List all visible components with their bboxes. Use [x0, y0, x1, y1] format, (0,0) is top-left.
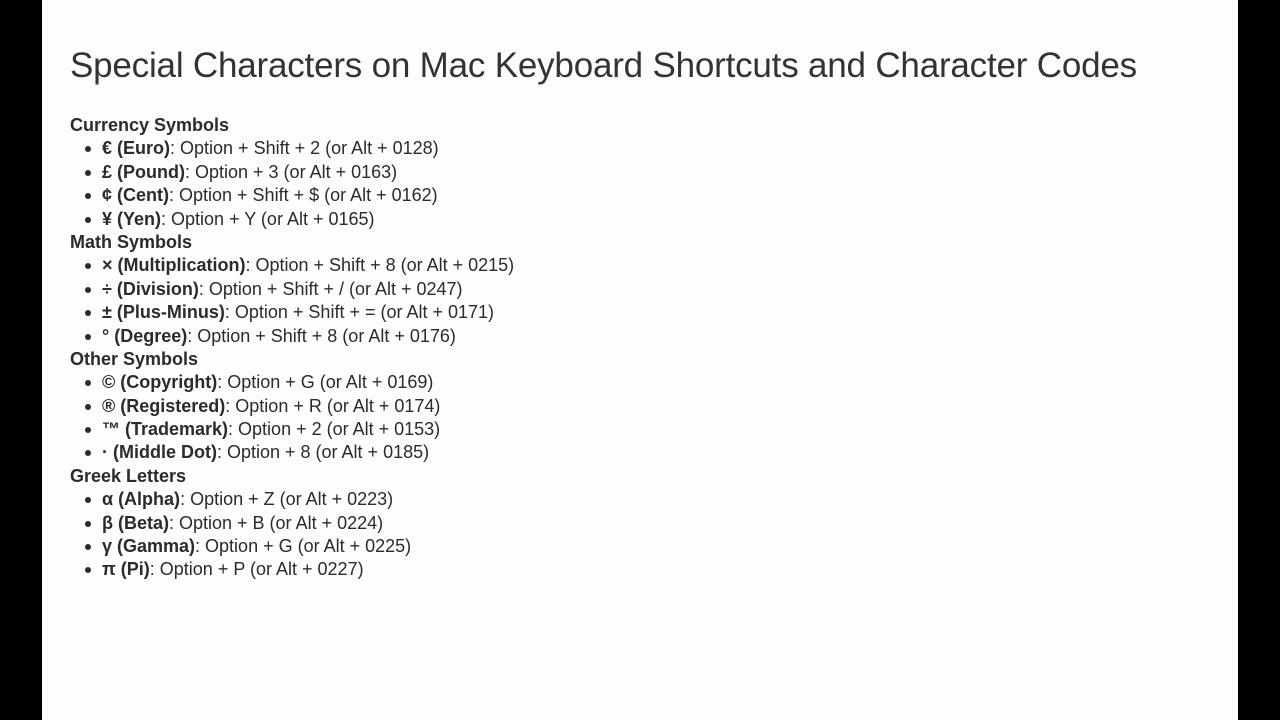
item-shortcut: : Option + Z (or Alt + 0223) [180, 489, 394, 510]
section-greek-letters [70, 465, 1170, 582]
list-item [70, 254, 1170, 277]
item-shortcut: : Option + Shift + 8 (or Alt + 0215) [245, 255, 515, 276]
section-other-symbols [70, 348, 1170, 465]
list-item [70, 301, 1170, 324]
bullet-icon [85, 404, 91, 410]
list-item [70, 208, 1170, 231]
bullet-icon [85, 170, 91, 176]
item-name: · (Middle Dot) [102, 442, 217, 463]
page-title: Special Characters on Mac Keyboard Shortcuts and Character Codes [70, 46, 1137, 85]
item-name: ¢ (Cent) [102, 185, 169, 206]
bullet-icon [85, 287, 91, 293]
bullet-icon [85, 544, 91, 550]
item-name: ¥ (Yen) [102, 208, 162, 229]
item-shortcut: : Option + Shift + 2 (or Alt + 0128) [170, 138, 439, 159]
item-name: © (Copyright) [102, 372, 218, 393]
list-item [70, 161, 1170, 184]
document-page [42, 0, 1238, 720]
item-shortcut: : Option + Shift + 8 (or Alt + 0176) [187, 325, 456, 346]
section-math-symbols [70, 231, 1170, 348]
list-item [70, 535, 1170, 558]
item-name: γ (Gamma) [102, 536, 196, 557]
bullet-icon [85, 380, 91, 386]
bullet-icon [85, 193, 91, 199]
item-shortcut: : Option + 3 (or Alt + 0163) [185, 161, 398, 182]
list-item [70, 184, 1170, 207]
section-heading: Greek Letters [70, 465, 187, 486]
bullet-icon [85, 146, 91, 152]
item-shortcut: : Option + Y (or Alt + 0165) [161, 208, 375, 229]
list-item [70, 137, 1170, 160]
item-name: × (Multiplication) [102, 255, 246, 276]
list-item [70, 371, 1170, 394]
list-item [70, 278, 1170, 301]
item-list [70, 254, 1170, 348]
bullet-icon [85, 263, 91, 269]
item-name: ÷ (Division) [102, 278, 199, 299]
item-shortcut: : Option + G (or Alt + 0225) [195, 536, 412, 557]
list-item [70, 512, 1170, 535]
item-list [70, 137, 1170, 231]
item-shortcut: : Option + B (or Alt + 0224) [169, 512, 384, 533]
item-name: ® (Registered) [102, 395, 226, 416]
item-name: ° (Degree) [102, 325, 188, 346]
item-name: ± (Plus-Minus) [102, 302, 225, 323]
item-shortcut: : Option + 2 (or Alt + 0153) [228, 419, 441, 440]
item-shortcut: : Option + Shift + $ (or Alt + 0162) [169, 185, 438, 206]
bullet-icon [85, 427, 91, 433]
bullet-icon [85, 450, 91, 456]
list-item [70, 325, 1170, 348]
item-name: α (Alpha) [102, 489, 181, 510]
section-heading: Math Symbols [70, 231, 193, 252]
item-shortcut: : Option + G (or Alt + 0169) [217, 372, 434, 393]
item-list [70, 371, 1170, 465]
list-item [70, 558, 1170, 581]
bullet-icon [85, 334, 91, 340]
section-heading: Currency Symbols [70, 115, 230, 135]
item-shortcut: : Option + Shift + / (or Alt + 0247) [198, 278, 463, 299]
document-content [70, 114, 1170, 582]
item-shortcut: : Option + P (or Alt + 0227) [149, 559, 364, 580]
bullet-icon [85, 310, 91, 316]
bullet-icon [85, 497, 91, 503]
section-currency-symbols [70, 114, 1170, 231]
item-name: β (Beta) [102, 512, 169, 533]
list-item [70, 395, 1170, 418]
bullet-icon [85, 521, 91, 527]
bullet-icon [85, 217, 91, 223]
list-item [70, 441, 1170, 464]
item-name: π (Pi) [102, 559, 150, 580]
item-shortcut: : Option + Shift + = (or Alt + 0171) [224, 302, 495, 323]
item-list [70, 488, 1170, 582]
bullet-icon [85, 567, 91, 573]
list-item [70, 488, 1170, 511]
section-heading: Other Symbols [70, 348, 199, 369]
item-shortcut: : Option + 8 (or Alt + 0185) [216, 442, 430, 463]
item-shortcut: : Option + R (or Alt + 0174) [225, 395, 441, 416]
item-name: € (Euro) [102, 138, 171, 159]
item-name: £ (Pound) [102, 161, 185, 182]
item-name: ™ (Trademark) [102, 419, 229, 440]
list-item [70, 418, 1170, 441]
